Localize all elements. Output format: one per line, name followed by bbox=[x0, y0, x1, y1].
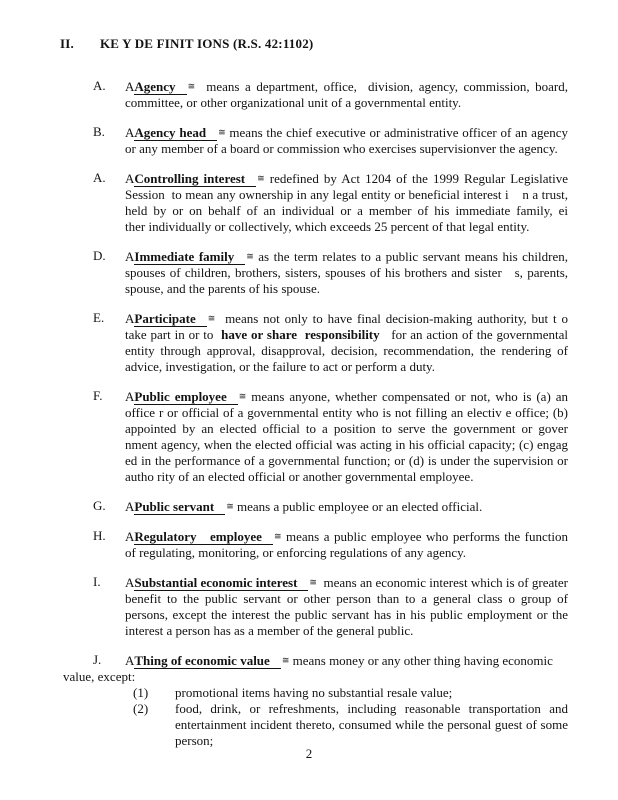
definition-item bbox=[93, 388, 585, 485]
definition-item bbox=[93, 248, 572, 297]
defined-term: Public employee bbox=[134, 389, 237, 405]
definition-text-continued: for an action of the governmental entity through approval, disapproval, decision, recommendation, the rendering of advice, investigation, or the failure to act or perform a duty. bbox=[125, 327, 572, 374]
item-text bbox=[125, 170, 601, 235]
close-quote-mark: ≅ bbox=[309, 577, 317, 587]
close-quote-mark: ≅ bbox=[246, 251, 254, 261]
definition-text: means a public employee or an elected official. bbox=[233, 499, 483, 514]
sub-item bbox=[133, 685, 568, 701]
definition-text: means a department, office, division, agency, commission, board, committee, or other organizational unit of a governmental entity. bbox=[125, 79, 572, 110]
definition-text: means a public employee who performs the function of regulating, monitoring, or enforcing regulations of any agency. bbox=[125, 529, 572, 560]
open-quote-mark: A bbox=[125, 79, 135, 94]
close-quote-mark: ≅ bbox=[273, 531, 282, 541]
definition-text: redefined by Act 1204 of the 1999 Regular Legislative Session to mean any ownership in any legal entity or beneficial interest i n a trust, held by or on behalf of an individual or a member of his immediate family, ei ther individually or collectively, which exceeds 25 percent of that legal entity. bbox=[125, 171, 601, 234]
close-quote-mark: ≅ bbox=[187, 81, 196, 91]
hanging-line: value, except: bbox=[63, 669, 136, 684]
sub-item-text: promotional items having no substantial resale value; bbox=[175, 685, 453, 700]
sub-item-number: (2) bbox=[133, 701, 149, 716]
definition-item bbox=[93, 170, 601, 235]
definition-text: means the chief executive or administrative officer of an agency or any member of a board or commission who exercises supervisionver the agency. bbox=[125, 125, 572, 156]
item-text bbox=[125, 248, 572, 297]
definition-item bbox=[93, 78, 572, 111]
item-text bbox=[125, 528, 572, 561]
item-text bbox=[125, 574, 572, 639]
definition-text: means anyone, whether compensated or not, who is (a) an office r or official of a governmental entity who is not filling an electiv e office; (b) appointed by an elected official to a position to serve the government or gover nment agency, when the elected official was acting in his official capacity; (c) engag ed in the performance of a governmental function; or (d) is under the supervision or autho rity of an elected official or another governmental employee. bbox=[125, 389, 585, 484]
section-numeral: II. bbox=[60, 36, 74, 51]
item-text bbox=[125, 310, 572, 375]
defined-term: Substantial economic interest bbox=[134, 575, 308, 591]
defined-term: Regulatory employee bbox=[134, 529, 273, 545]
definition-item bbox=[93, 652, 568, 669]
item-letter: E. bbox=[93, 310, 105, 325]
defined-term: Participate bbox=[134, 311, 206, 327]
defined-term: Agency head bbox=[134, 125, 217, 141]
definition-item bbox=[93, 124, 572, 157]
definition-item bbox=[93, 498, 568, 515]
item-letter: J. bbox=[93, 652, 102, 667]
page-number: 2 bbox=[305, 746, 313, 761]
close-quote-mark: ≅ bbox=[238, 391, 247, 401]
item-letter: H. bbox=[93, 528, 106, 543]
definition-text: means an economic interest which is of greater benefit to the public servant or other person than to a general class o group of persons, except the interest the public servant has in his public employment or the interest a person has as a member of the general public. bbox=[125, 575, 572, 638]
close-quote-mark: ≅ bbox=[207, 313, 216, 323]
item-letter: I. bbox=[93, 574, 101, 589]
definition-item bbox=[93, 310, 572, 375]
item-letter: G. bbox=[93, 498, 106, 513]
item-letter: A. bbox=[93, 78, 106, 93]
defined-term: Agency bbox=[134, 79, 186, 95]
item-text bbox=[125, 498, 568, 515]
definition-item bbox=[93, 574, 572, 639]
defined-term: Immediate family bbox=[134, 249, 245, 265]
close-quote-mark: ≅ bbox=[226, 501, 234, 511]
close-quote-mark: ≅ bbox=[257, 173, 265, 183]
item-text bbox=[125, 124, 572, 157]
section-title: KE Y DE FINIT IONS (R.S. 42:1102) bbox=[100, 36, 314, 51]
sub-item-text: food, drink, or refreshments, including reasonable transportation and entertainment incident thereto, consumed while the personal guest of some person; bbox=[175, 701, 572, 748]
section-heading bbox=[60, 36, 568, 52]
open-quote-mark: A bbox=[125, 125, 135, 140]
item-letter: B. bbox=[93, 124, 105, 139]
sub-item-number: (1) bbox=[133, 685, 149, 700]
item-letter: D. bbox=[93, 248, 106, 263]
defined-term: Controlling interest bbox=[134, 171, 256, 187]
definition-text: means not only to have final decision-making authority, but t o take part in or to bbox=[125, 311, 572, 342]
item-text bbox=[125, 388, 585, 485]
open-quote-mark: A bbox=[125, 389, 135, 404]
open-quote-mark: A bbox=[125, 575, 135, 590]
defined-term: Thing of economic value bbox=[134, 653, 280, 669]
definition-item bbox=[93, 528, 572, 561]
close-quote-mark: ≅ bbox=[281, 655, 290, 665]
definition-text-bold: have or share responsibility bbox=[221, 327, 380, 342]
open-quote-mark: A bbox=[125, 653, 135, 668]
definition-text: means money or any other thing having economic bbox=[289, 653, 553, 668]
defined-term: Public servant bbox=[134, 499, 225, 515]
open-quote-mark: A bbox=[125, 529, 135, 544]
item-text bbox=[125, 652, 568, 669]
definitions-list bbox=[63, 78, 601, 749]
item-text bbox=[125, 78, 572, 111]
item-letter: A. bbox=[93, 170, 106, 185]
definition-text: as the term relates to a public servant means his children, spouses of children, brothers, sisters, spouses of his brothers and sister s, parents, spouse, and the parents of his spouse. bbox=[125, 249, 572, 296]
open-quote-mark: A bbox=[125, 171, 135, 186]
open-quote-mark: A bbox=[125, 249, 135, 264]
open-quote-mark: A bbox=[125, 499, 135, 514]
open-quote-mark: A bbox=[125, 311, 135, 326]
item-letter: F. bbox=[93, 388, 103, 403]
close-quote-mark: ≅ bbox=[218, 127, 226, 137]
sub-item bbox=[133, 701, 572, 749]
